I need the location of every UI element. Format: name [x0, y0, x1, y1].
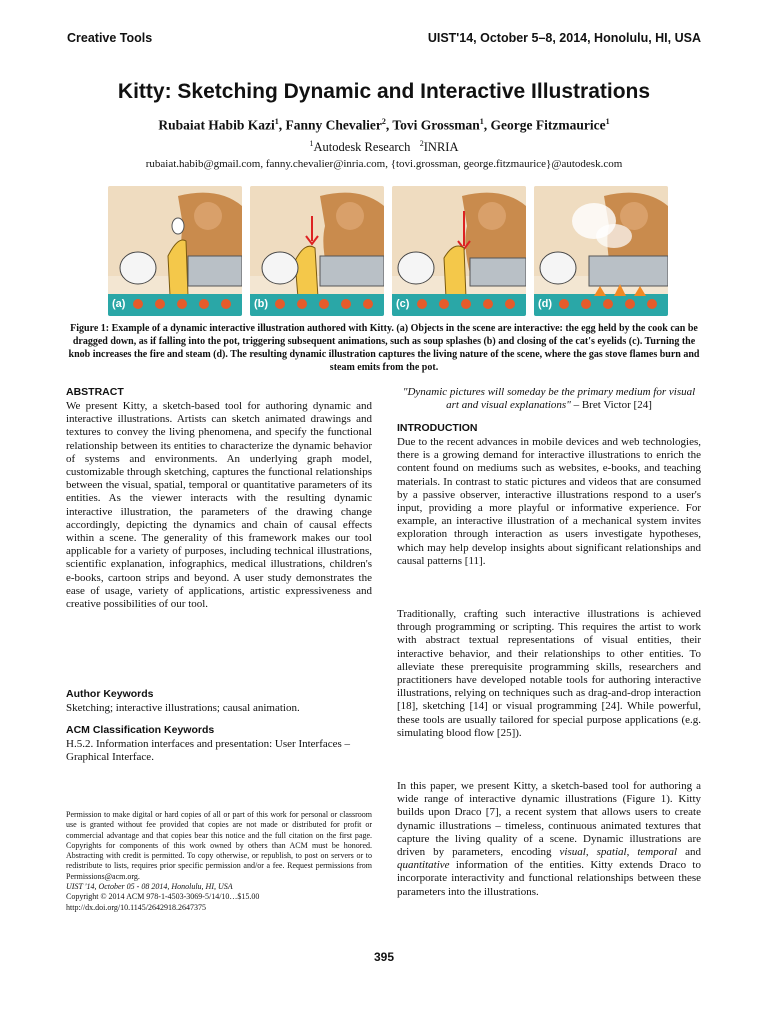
- figure-caption: Figure 1: Example of a dynamic interactive illustration authored with Kitty. (a) Objects in the scene are interactive: the egg held by the cook can be dragged down, as if falling into the pot, triggering subsequent animations, such as soup splashes (b) and closing of the cat's eyelids (c). Turning the knob increases the fire and steam (d). The resulting dynamic illustration captures the living nature of the scene, where the gas stove flames burn and steam emits from the pot.: [68, 323, 700, 373]
- intro-paragraph-2: Traditionally, crafting such interactive illustrations is achieved through programming or scripting. This requires the artist to work with abstract textual representations of visual entities, their interactive behavior, and their relationships to other entities. To alleviate these prerequisite programming skills, researchers and practitioners have developed notable tools for authoring interactive illustrations, relying on techniques such as drag-and-drop interaction [18], sketching [14] or visual programming [24]. While powerful, these tools are usually tailored for special purpose applications (e.g. simulating blood flow [25]).: [397, 608, 701, 739]
- emphasis-term: quantitative: [397, 859, 450, 872]
- running-header-left: Creative Tools: [67, 31, 153, 45]
- cook-cat-illustration: [392, 186, 526, 316]
- cook-cat-illustration: [250, 186, 384, 316]
- figure-panel-b: [250, 186, 384, 316]
- emphasis-term: temporal: [637, 846, 678, 859]
- abstract-text: We present Kitty, a sketch-based tool for authoring dynamic and interactive illustrations. Artists can sketch animated drawings and textures to convey the living phenomena, and specify the functional relationship between its entities to characterize the dynamic behavior of systems and environments. An underlying graph model, customizable through sketching, captures the functional relationships between the visual, spatial, temporal or quantitative parameters of its entities. As the viewer interacts with the resulting dynamic interactive illustration, the parameters of the drawing change accordingly, depicting the dynamics and chain of causal effects within a scene. The generality of this framework makes our tool applicable for a variety of purposes, including technical illustrations, scientific explanation, infographics, medical illustrations, children's e-books, cartoon strips and beyond. A user study demonstrates the ease of usage, variety of applications, artistic expressiveness and creative possibilities of our tool.: [66, 400, 372, 611]
- author-affiliation-mark: 2: [381, 117, 386, 126]
- section-heading-acm-keywords: ACM Classification Keywords: [66, 724, 215, 736]
- author-list: Rubaiat Habib Kazi$^1$, Fanny Chevalier$^2$, Tovi Grossman$^1$, George Fitzmaurice$^1$: [158, 117, 610, 133]
- paragraph-text: ,: [585, 846, 597, 859]
- paper-title: Kitty: Sketching Dynamic and Interactive Illustrations: [117, 80, 651, 103]
- author-emails: rubaiat.habib@gmail.com, fanny.chevalier@inria.com, {tovi.grossman, george.fitzmaurice}@autodesk.com: [145, 158, 623, 170]
- section-heading-abstract: ABSTRACT: [66, 386, 124, 398]
- figure-panel-d: [534, 186, 668, 316]
- author-affiliation-mark: 1: [605, 117, 610, 126]
- author-affiliation-mark: 1: [479, 117, 484, 126]
- affiliation-name: Autodesk Research: [313, 140, 411, 155]
- figure-panel-c: [392, 186, 526, 316]
- page-number: 395: [373, 950, 395, 964]
- copyright-line: Copyright © 2014 ACM 978-1-4503-3069-5/14/10…$15.00: [66, 892, 260, 902]
- panel-label: (d): [538, 298, 553, 310]
- figure-panel-a: [108, 186, 242, 316]
- affiliation-mark: 2: [419, 139, 424, 148]
- running-header-right: UIST'14, October 5–8, 2014, Honolulu, HI, USA: [427, 31, 701, 45]
- author-name: Tovi Grossman: [392, 117, 480, 133]
- paragraph-text: information of the entities. Kitty extends Draco to incorporate interactivity and functional relationships between these parameters into the illustrations.: [397, 859, 701, 898]
- panel-label: (b): [254, 298, 269, 310]
- affiliations: [0, 139, 768, 155]
- panel-label: (a): [112, 298, 126, 310]
- permission-block: [66, 810, 372, 913]
- section-heading-introduction: INTRODUCTION: [397, 422, 478, 434]
- venue-line: UIST '14, October 05 - 08 2014, Honolulu, HI, USA: [66, 882, 233, 892]
- paragraph-text: In this paper, we present Kitty, a sketch-based tool for authoring a wide range of interactive dynamic illustrations (Figure 1). Kitty builds upon Draco [7], a recent system that allows users to create dynamic illustrations – timeless, continuous animated textures that capture the living quality of a scene. Dynamic illustrations are driven by parameters, encoding: [397, 780, 701, 859]
- author-name: George Fitzmaurice: [490, 117, 606, 133]
- quote-text: "Dynamic pictures will someday be the primary medium for visual art and visual explanations": [402, 386, 696, 412]
- paragraph-text: ,: [626, 846, 638, 859]
- panel-label: (c): [396, 298, 410, 310]
- author-affiliation-mark: 1: [274, 117, 279, 126]
- permission-notice: Permission to make digital or hard copies of all or part of this work for personal or classroom use is granted without fee provided that copies are not made or distributed for profit or commercial advantage and that copies bear this notice and the full citation on the first page. Copyrights for components of this work owned by others than ACM must be honored. Abstracting with credit is permitted. To copy otherwise, or republish, to post on servers or to redistribute to lists, requires prior specific permission and/or a fee. Request permissions from Permissions@acm.org.: [66, 810, 372, 881]
- section-heading-author-keywords: Author Keywords: [66, 688, 154, 700]
- emphasis-term: spatial: [596, 846, 627, 859]
- cook-cat-illustration: [108, 186, 242, 316]
- author-keywords-text: Sketching; interactive illustrations; causal animation.: [66, 702, 300, 714]
- author-name: Rubaiat Habib Kazi: [158, 117, 275, 133]
- paragraph-text: and: [677, 846, 701, 859]
- acm-keywords-text: H.5.2. Information interfaces and presentation: User Interfaces – Graphical Interface.: [66, 738, 351, 764]
- doi-link[interactable]: http://dx.doi.org/10.1145/2642918.2647375: [66, 902, 207, 912]
- affiliation-name: INRIA: [423, 140, 459, 155]
- cook-cat-illustration: [534, 186, 668, 316]
- affiliation-mark: 1: [309, 139, 314, 148]
- intro-paragraph-3: [397, 780, 701, 899]
- quote-attribution: – Bret Victor [24]: [570, 399, 652, 412]
- epigraph-quote: [397, 386, 701, 412]
- intro-paragraph-1: Due to the recent advances in mobile devices and web technologies, there is a growing demand for interactive illustrations to enrich the content found on mediums such as websites, e-books, and teaching materials. In contrast to static pictures and videos that are consumed by a passive observer, interactive illustrations respond to a user's input, providing a more playful or informative experience. For example, an interactive illustration of a mechanical system invites exploration through interaction as users investigate hypotheses, which may help develop insights about significant relationships and causal patterns [11].: [397, 436, 701, 567]
- author-name: Fanny Chevalier: [285, 117, 382, 133]
- emphasis-term: visual: [559, 846, 586, 859]
